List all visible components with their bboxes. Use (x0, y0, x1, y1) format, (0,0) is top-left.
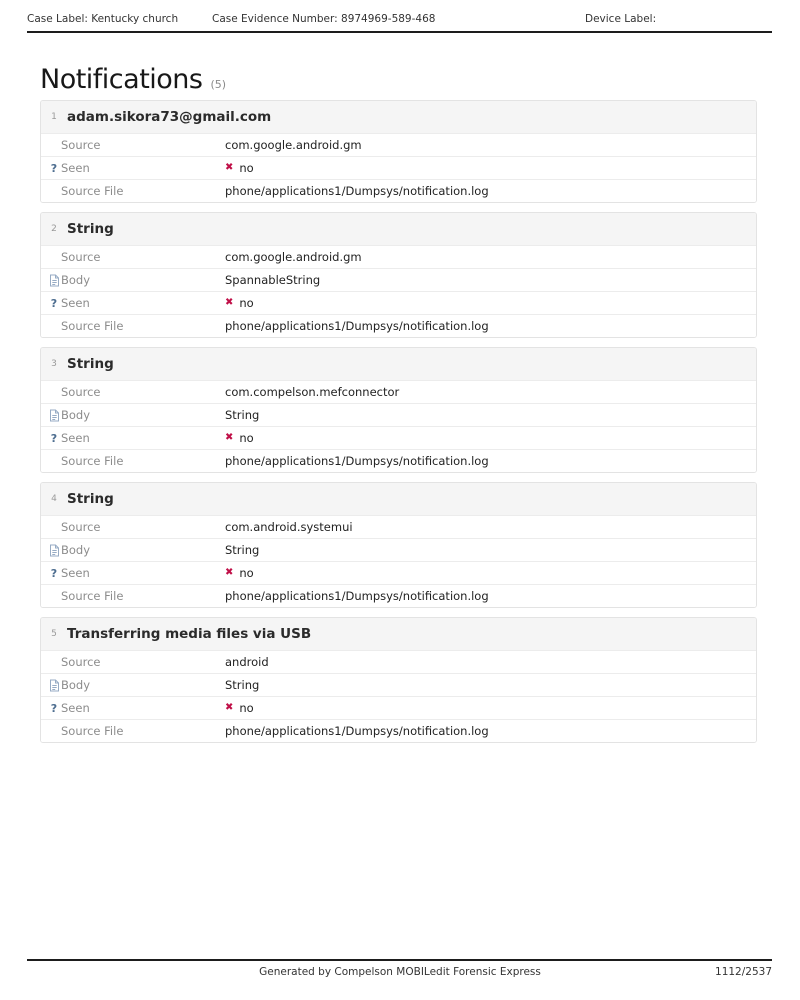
field-value: no (239, 296, 254, 310)
card-header (41, 213, 756, 245)
field-value: phone/applications1/Dumpsys/notification.log (225, 319, 489, 333)
row-icon-slot (47, 679, 61, 692)
field-row (41, 133, 756, 156)
field-label: Seen (61, 161, 90, 175)
field-label: Source File (61, 454, 124, 468)
field-value-cell (225, 161, 254, 175)
field-value-cell (225, 408, 259, 422)
field-row (41, 538, 756, 561)
field-value-cell (225, 138, 362, 152)
field-label: Source (61, 250, 101, 264)
notification-card (40, 617, 757, 743)
field-value-cell (225, 319, 489, 333)
field-value-cell (225, 296, 254, 310)
cross-icon: ✖ (225, 567, 234, 578)
field-label: Source File (61, 184, 124, 198)
field-value-cell (225, 431, 254, 445)
field-row (41, 673, 756, 696)
card-number: 2 (51, 224, 57, 234)
card-number: 3 (51, 359, 57, 369)
field-value: no (239, 566, 254, 580)
field-row (41, 314, 756, 337)
page-title (40, 64, 226, 95)
row-icon-slot (47, 409, 61, 422)
card-number: 5 (51, 629, 57, 639)
row-icon-slot (47, 433, 61, 444)
notification-card (40, 212, 757, 338)
field-value-cell (225, 655, 269, 669)
field-label: Seen (61, 566, 90, 580)
field-label: Seen (61, 431, 90, 445)
row-icon-slot (47, 544, 61, 557)
field-value-cell (225, 520, 353, 534)
question-icon: ? (50, 296, 58, 310)
page-number: 1112/2537 (715, 966, 772, 978)
card-header (41, 618, 756, 650)
page-title-text: Notifications (40, 64, 203, 95)
field-label: Source (61, 655, 101, 669)
row-icon-slot (47, 274, 61, 287)
field-value-cell (225, 454, 489, 468)
field-value-cell (225, 543, 259, 557)
field-row (41, 245, 756, 268)
field-row (41, 584, 756, 607)
cross-icon: ✖ (225, 432, 234, 443)
field-label: Body (61, 273, 91, 287)
field-row (41, 291, 756, 314)
question-icon: ? (50, 701, 58, 715)
field-row (41, 719, 756, 742)
card-header (41, 483, 756, 515)
field-value-cell (225, 589, 489, 603)
field-value: SpannableString (225, 273, 321, 287)
field-row (41, 449, 756, 472)
field-value: String (225, 543, 260, 557)
cross-icon: ✖ (225, 702, 234, 713)
notification-card (40, 482, 757, 608)
field-row (41, 696, 756, 719)
row-icon-slot (47, 298, 61, 309)
case-label: Case Label: Kentucky church (27, 13, 179, 25)
card-title: String (67, 221, 114, 237)
card-header (41, 101, 756, 133)
field-value: no (239, 161, 254, 175)
field-label: Seen (61, 701, 90, 715)
page-header (0, 13, 800, 27)
row-icon-slot (47, 163, 61, 174)
field-value-cell (225, 273, 320, 287)
field-value: com.android.systemui (225, 520, 353, 534)
card-title: Transferring media files via USB (67, 626, 312, 642)
generated-by-text: Generated by Compelson MOBILedit Forensic Express (259, 966, 541, 978)
field-row (41, 650, 756, 673)
field-value: String (225, 408, 260, 422)
question-icon: ? (50, 161, 58, 175)
field-label: Body (61, 408, 91, 422)
field-value: android (225, 655, 269, 669)
field-row (41, 403, 756, 426)
cross-icon: ✖ (225, 297, 234, 308)
page-title-count: (5) (210, 78, 227, 91)
field-value: no (239, 701, 254, 715)
document-icon (49, 679, 60, 692)
cross-icon: ✖ (225, 162, 234, 173)
document-icon (49, 409, 60, 422)
field-value-cell (225, 724, 489, 738)
field-value: phone/applications1/Dumpsys/notification.log (225, 184, 489, 198)
field-value-cell (225, 250, 362, 264)
field-label: Body (61, 543, 91, 557)
field-value: phone/applications1/Dumpsys/notification.log (225, 724, 489, 738)
field-row (41, 156, 756, 179)
case-evidence-number: Case Evidence Number: 8974969-589-468 (212, 13, 436, 25)
field-row (41, 380, 756, 403)
card-title: String (67, 491, 114, 507)
field-label: Body (61, 678, 91, 692)
header-rule (27, 31, 772, 33)
field-label: Source File (61, 589, 124, 603)
field-value: String (225, 678, 260, 692)
field-label: Seen (61, 296, 90, 310)
field-value-cell (225, 184, 489, 198)
footer-rule (27, 959, 772, 961)
row-icon-slot (47, 703, 61, 714)
field-value-cell (225, 566, 254, 580)
field-value: com.google.android.gm (225, 138, 362, 152)
row-icon-slot (47, 568, 61, 579)
field-label: Source (61, 138, 101, 152)
field-label: Source (61, 520, 101, 534)
field-value: com.google.android.gm (225, 250, 362, 264)
notification-card (40, 100, 757, 203)
field-label: Source File (61, 319, 124, 333)
field-value: phone/applications1/Dumpsys/notification.log (225, 589, 489, 603)
card-title: String (67, 356, 114, 372)
card-header (41, 348, 756, 380)
field-value: no (239, 431, 254, 445)
field-row (41, 426, 756, 449)
notification-list (40, 100, 757, 752)
card-number: 4 (51, 494, 57, 504)
field-value: phone/applications1/Dumpsys/notification.log (225, 454, 489, 468)
field-row (41, 515, 756, 538)
field-value: com.compelson.mefconnector (225, 385, 400, 399)
field-value-cell (225, 678, 259, 692)
field-label: Source (61, 385, 101, 399)
card-number: 1 (51, 112, 57, 122)
page-footer (0, 966, 800, 980)
field-value-cell (225, 701, 254, 715)
question-icon: ? (50, 566, 58, 580)
document-icon (49, 544, 60, 557)
field-label: Source File (61, 724, 124, 738)
document-icon (49, 274, 60, 287)
device-label: Device Label: (585, 13, 657, 25)
notification-card (40, 347, 757, 473)
field-row (41, 268, 756, 291)
field-value-cell (225, 385, 399, 399)
card-title: adam.sikora73@gmail.com (67, 109, 272, 125)
field-row (41, 179, 756, 202)
question-icon: ? (50, 431, 58, 445)
field-row (41, 561, 756, 584)
